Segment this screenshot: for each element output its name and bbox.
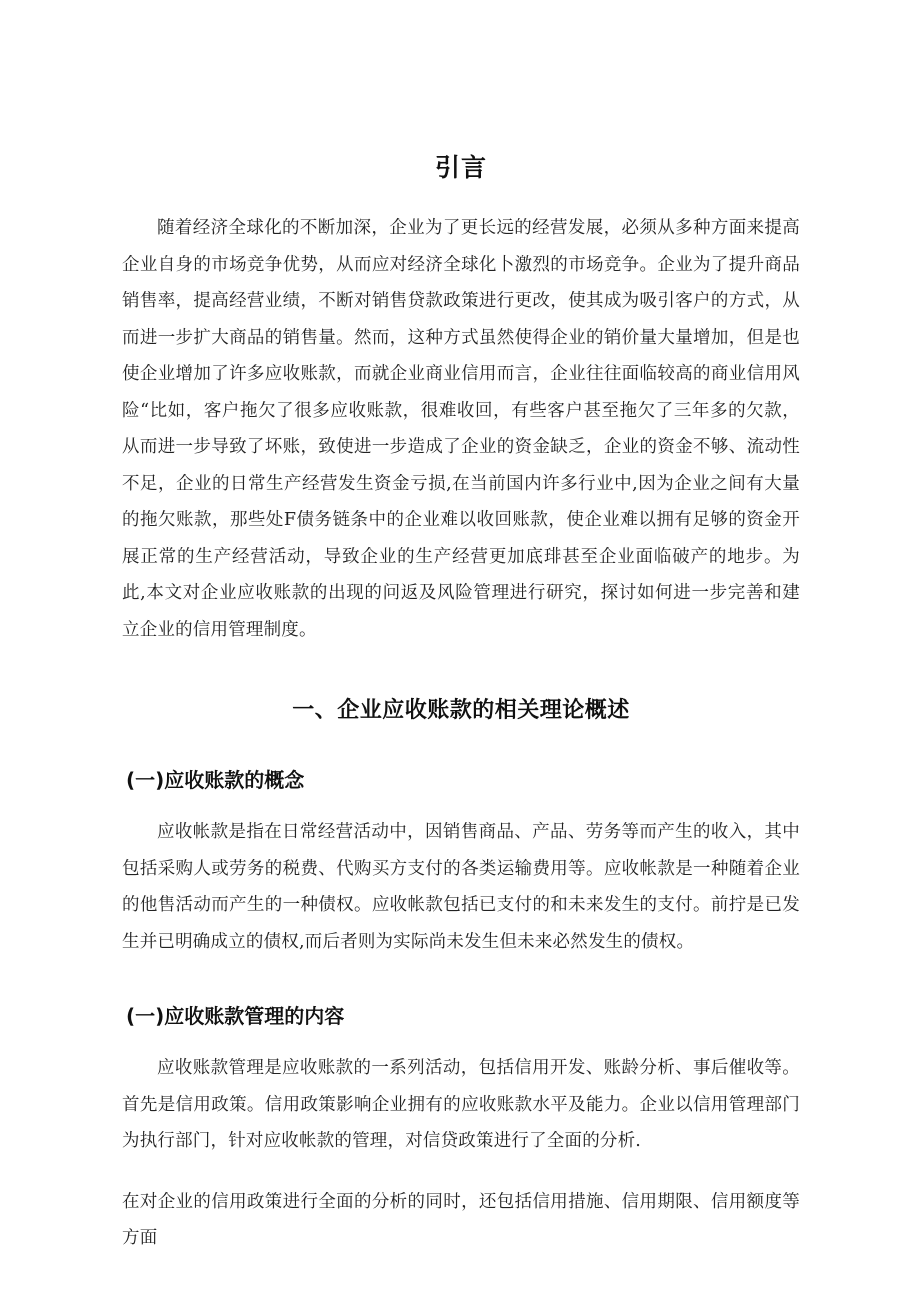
spacer — [122, 728, 800, 764]
heading-subsection-1-1: (一)应收账款的概念 — [126, 768, 305, 792]
paragraph-management-content-2: 在对企业的信用政策进行全面的分析的同时，还包括信用措施、信用期限、信用额度等方面 — [122, 1191, 800, 1248]
spacer — [122, 648, 800, 694]
paragraph-introduction: 随着经济全球化的不断加深，企业为了更长远的经营发展，必须从多种方面来提高企业自身的市场竞争优势，从而应对经济全球化卜激烈的市场竞争。企业为了提升商品销售率，提高经营业绩，不断对销售贷款政策进行更改，使其成为吸引客户的方式，从而进一步扩大商品的销售量。然而，这种方式虽然使得企业的销价量大量增加，但是也使企业增加了许多应收账款，而就企业商业信用而言，企业往往面临较高的商业信用风险“比如，客户拖欠了很多应收账款，很难收回，有些客户甚至拖欠了三年多的欠款，从而进一步导致了坏账，致使进一步造成了企业的资金缺乏，企业的资金不够、流动性不足，企业的日常生产经营发生资金亏损,在当前国内许多行业中,因为企业之间有大量的拖欠账款，那些处F债务链条中的企业难以收回账款，使企业难以拥有足够的资金开展正常的生产经营活动，导致企业的生产经营更加底琲甚至企业面临破产的地步。为此,本文对企业应收账款的出现的问返及风险管理进行研究，探讨如何进一步完善和建立企业的信用管理制度。 — [122, 218, 800, 640]
paragraph-receivables-concept: 应收帐款是指在日常经营活动中，因销售商品、产品、劳务等而产生的收入，其中包括采购人或劳务的税费、代购买方支付的各类运输费用等。应收帐款是一种随着企业的他售活动而产生的一种债权。应收帐款包括已支付的和未来发生的支付。前拧是已发生并已明确成立的债权,而后者则为实际尚未发生但未来必然发生的债权。 — [122, 822, 800, 952]
spacer — [122, 796, 800, 814]
paragraph-management-content-1: 应收账款管理是应收账款的一系列活动，包括信用开发、账龄分析、事后催收等。首先是信用政策。信用政策影响企业拥有的应收账款水平及能力。企业以信用管理部门为执行部门，针对应收帐款的管理，对信贷政策进行了全面的分析. — [122, 1058, 800, 1151]
heading-section-1: 一、企业应收账款的相关理论概述 — [292, 698, 630, 723]
document-content — [122, 0, 800, 1257]
spacer — [122, 1032, 800, 1050]
spacer — [122, 188, 800, 210]
page-title: 引言 — [434, 153, 487, 182]
spacer — [122, 960, 800, 1000]
spacer — [122, 1160, 800, 1184]
heading-subsection-1-2: (一)应收账款管理的内容 — [126, 1004, 345, 1028]
